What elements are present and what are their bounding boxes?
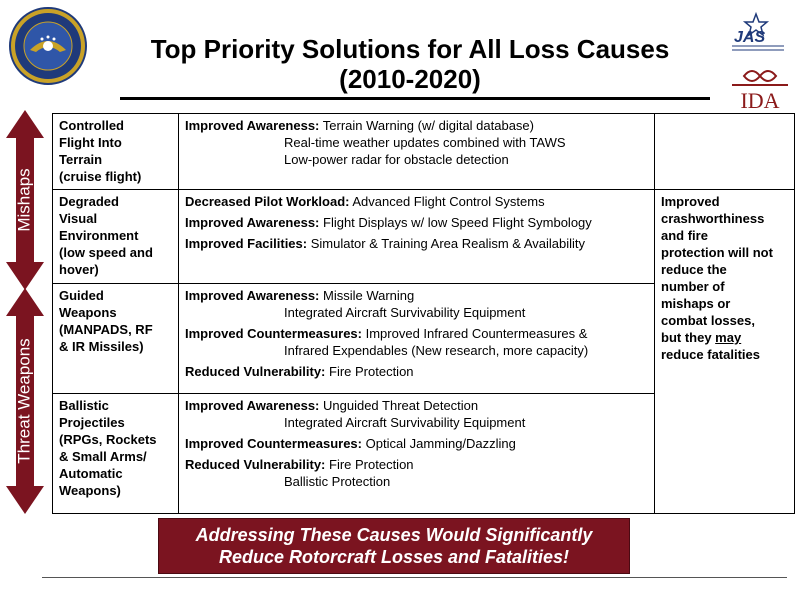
solutions-cell: Improved Awareness: Missile Warning Integrated Aircraft Survivability Equipment Improved Countermeasures: Improved Infrared Countermeasures & Infrared Expendables (New research, more capacity) Reduced Vulnerability: Fire Protection — [179, 284, 655, 394]
crashworthiness-note: Improved crashworthiness and fire protection will not reduce the number of mishaps or combat losses, but they may reduce fatalities — [655, 190, 795, 514]
cause-cell: Ballistic Projectiles (RPGs, Rockets & Small Arms/ Automatic Weapons) — [53, 394, 179, 514]
slide-subtitle-years: (2010-2020) — [339, 64, 481, 94]
bottom-divider — [42, 577, 787, 578]
jas-logo-text: JAS — [734, 29, 766, 46]
conclusion-banner: Addressing These Causes Would Significantly Reduce Rotorcraft Losses and Fatalities! — [158, 518, 630, 574]
title-underline — [120, 97, 710, 100]
solutions-cell: Improved Awareness: Unguided Threat Detection Integrated Aircraft Survivability Equipment Improved Countermeasures: Optical Jamming/Dazzling Reduced Vulnerability: Fire Protection Ballistic Protection — [179, 394, 655, 514]
jas-logo — [728, 12, 788, 56]
table-row — [53, 114, 795, 190]
threat-weapons-label: Threat Weapons — [15, 338, 34, 464]
cause-cell: Degraded Visual Environment (low speed and hover) — [53, 190, 179, 284]
mishaps-label: Mishaps — [15, 168, 34, 232]
dod-seal-logo — [8, 6, 88, 86]
solutions-cell: Improved Awareness: Terrain Warning (w/ digital database) Real-time weather updates combined with TAWS Low-power radar for obstacle detection — [179, 114, 655, 190]
ida-logo-text: IDA — [740, 88, 780, 113]
cause-cell: Guided Weapons (MANPADS, RF & IR Missiles) — [53, 284, 179, 394]
table-row — [53, 190, 795, 284]
jas-star-icon — [728, 12, 788, 56]
slide-title: Top Priority Solutions for All Loss Causes — [150, 34, 670, 64]
solutions-cell: Decreased Pilot Workload: Advanced Flight Control Systems Improved Awareness: Flight Displays w/ low Speed Flight Symbology Improved Facilities: Simulator & Training Area Realism & Availability — [179, 190, 655, 284]
ida-logo — [728, 64, 792, 114]
ida-emblem-icon — [728, 64, 792, 114]
solutions-table — [52, 113, 795, 514]
cause-cell: Controlled Flight Into Terrain (cruise flight) — [53, 114, 179, 190]
note-cell-empty — [655, 114, 795, 190]
